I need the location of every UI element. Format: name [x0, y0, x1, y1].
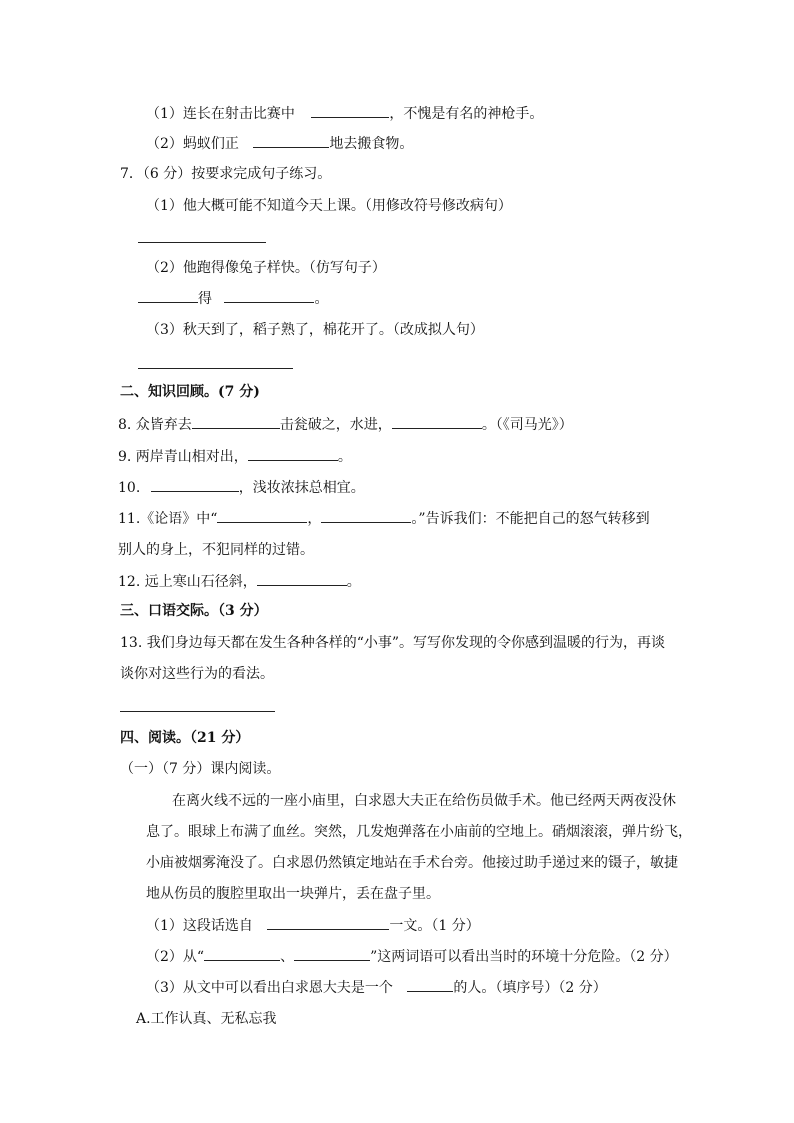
question-9: 9. 两岸青山相对出， 。: [118, 446, 352, 467]
answer-line[interactable]: [138, 368, 293, 369]
answer-blank[interactable]: [253, 133, 329, 148]
reading-part-1: （一）（7 分）课内阅读。: [120, 761, 281, 777]
reading-question-3: （3）从文中可以看出白求恩大夫是一个 的人。（填序号）（2 分）: [146, 977, 607, 998]
question-11: 11.《论语》中“ ， 。”告诉我们：不能把自己的怒气转移到: [118, 508, 650, 529]
reading-question-2: （2）从“ 、 ”这两词语可以看出当时的环境十分危险。（2 分）: [146, 946, 678, 967]
question-7-2-answer: 得 。: [138, 288, 328, 309]
question-11-cont: 别人的身上，不犯同样的过错。: [118, 542, 314, 558]
answer-blank[interactable]: [311, 103, 389, 118]
question-12: 12. 远上寒山石径斜， 。: [118, 571, 361, 592]
question-13-cont: 谈你对这些行为的看法。: [120, 666, 274, 682]
passage-line-3: 小庙被烟雾淹没了。白求恩仍然镇定地站在手术台旁。他接过助手递过来的镊子，敏捷: [146, 855, 678, 871]
answer-blank[interactable]: [407, 977, 453, 992]
question-13: 13. 我们身边每天都在发生各种各样的“小事”。写写你发现的令你感到温暖的行为，再谈: [120, 635, 666, 651]
answer-blank[interactable]: [192, 414, 280, 429]
answer-blank[interactable]: [248, 446, 338, 461]
answer-blank[interactable]: [294, 946, 370, 961]
question-7-3: （3）秋天到了，稻子熟了，棉花开了。（改成拟人句）: [146, 322, 484, 338]
question-7: 7．（6 分）按要求完成句子练习。: [120, 166, 332, 182]
question-7-1: （1）他大概可能不知道今天上课。（用修改符号修改病句）: [146, 198, 512, 214]
answer-blank[interactable]: [267, 915, 389, 930]
sentence-1-1: （1）连长在射击比赛中 ，不愧是有名的神枪手。: [146, 103, 543, 124]
answer-blank[interactable]: [138, 288, 198, 303]
option-a: A.工作认真、无私忘我: [136, 1011, 277, 1027]
passage-line-2: 息了。眼球上布满了血丝。突然，几发炮弹落在小庙前的空地上。硝烟滚滚，弹片纷飞，: [146, 824, 692, 840]
answer-blank[interactable]: [224, 288, 314, 303]
sentence-1-2: （2）蚂蚁们正 地去搬食物。: [146, 133, 413, 154]
section-2-heading: 二、知识回顾。(7 分): [120, 384, 260, 400]
answer-blank[interactable]: [257, 571, 347, 586]
answer-blank[interactable]: [204, 946, 280, 961]
answer-blank[interactable]: [151, 477, 239, 492]
answer-blank[interactable]: [217, 508, 307, 523]
answer-blank[interactable]: [392, 414, 482, 429]
question-10: 10. ，浅妆浓抹总相宜。: [118, 477, 365, 498]
question-7-2: （2）他跑得像兔子样快。（仿写句子）: [146, 260, 386, 276]
answer-line[interactable]: [120, 711, 275, 712]
passage-line-1: 在离火线不远的一座小庙里，白求恩大夫正在给伤员做手术。他已经两天两夜没休: [172, 793, 676, 809]
section-4-heading: 四、阅读。（21 分）: [120, 730, 250, 746]
passage-line-4: 地从伤员的腹腔里取出一块弹片，丢在盘子里。: [146, 886, 440, 902]
answer-blank[interactable]: [321, 508, 411, 523]
reading-question-1: （1）这段话选自 一文。（1 分）: [146, 915, 480, 936]
question-8: 8. 众皆弃去 击瓮破之，水进， 。（《司马光》）: [118, 414, 573, 435]
answer-line[interactable]: [138, 242, 266, 243]
section-3-heading: 三、口语交际。（3 分）: [120, 603, 268, 619]
